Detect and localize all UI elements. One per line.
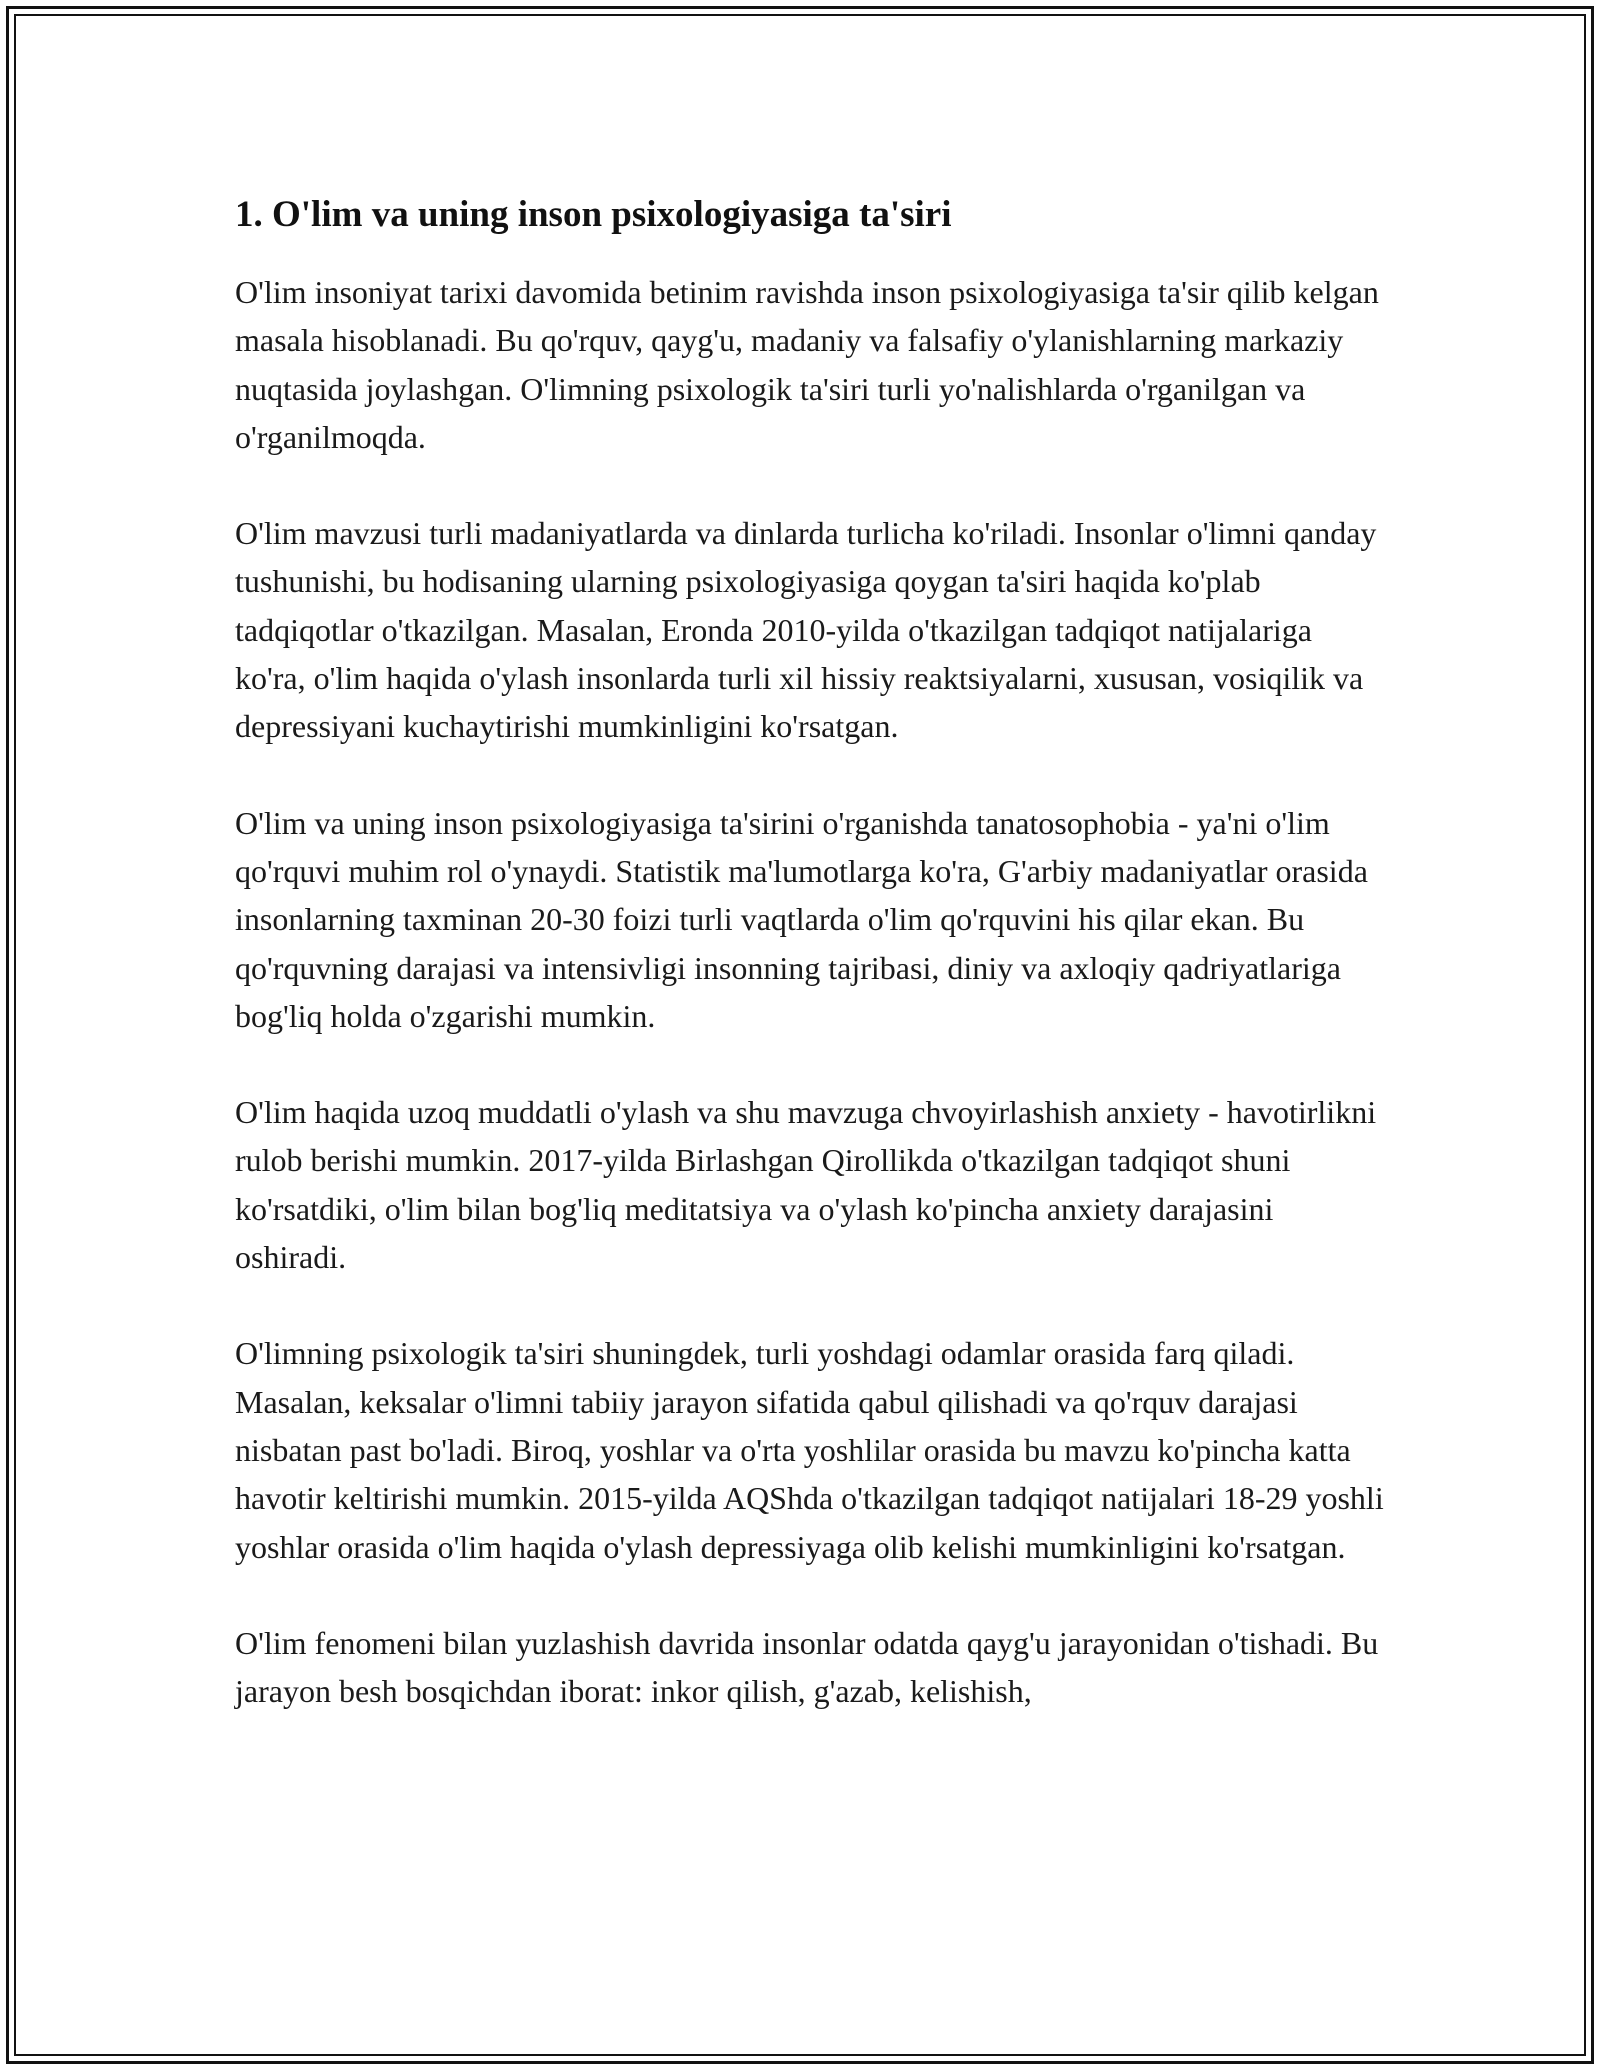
paragraph-4: O'lim haqida uzoq muddatli o'ylash va shu mavzuga chvoyirlashish anxiety - havotirlikni rulob berishi mumkin. 2017-yilda Birlashgan Qirollikda o'tkazilgan tadqiqot shuni ko'rsatdiki, o'lim bilan bog'liq meditatsiya va o'ylash ko'pincha anxiety darajasini oshiradi. [235,1094,1377,1276]
document-body [235,186,1385,1763]
paragraph-3: O'lim va uning inson psixologiyasiga ta'sirini o'rganishda tanatosophobia - ya'ni o'lim qo'rquvi muhim rol o'ynaydi. Statistik ma'lumotlarga ko'ra, G'arbiy madaniyatlar orasida insonlarning taxminan 20-30 foizi turli vaqtlarda o'lim qo'rquvini his qilar ekan. Bu qo'rquvning darajasi va intensivligi insonning tajribasi, diniy va axloqiy qadriyatlariga bog'liq holda o'zgarishi mumkin. [235,804,1368,1034]
section-heading: 1. O'lim va uning inson psixologiyasiga ta'siri [235,194,952,235]
paragraph-2: O'lim mavzusi turli madaniyatlarda va dinlarda turlicha ko'riladi. Insonlar o'limni qanday tushunishi, bu hodisaning ularning psixologiyasiga qoygan ta'siri haqida ko'plab tadqiqotlar o'tkazilgan. Masalan, Eronda 2010-yilda o'tkazilgan tadqiqot natijalariga ko'ra, o'lim haqida o'ylash insonlarda turli xil hissiy reaktsiyalarni, xususan, vosiqilik va depressiyani kuchaytirishi mumkinligini ko'rsatgan. [235,515,1377,745]
paragraph-6: O'lim fenomeni bilan yuzlashish davrida insonlar odatda qayg'u jarayonidan o'tishadi. Bu jarayon besh bosqichdan iborat: inkor qilish, g'azab, kelishish, [235,1624,1379,1710]
paragraph-1: O'lim insoniyat tarixi davomida betinim ravishda inson psixologiyasiga ta'sir qilib kelgan masala hisoblanadi. Bu qo'rquv, qayg'u, madaniy va falsafiy o'ylanishlarning markaziy nuqtasida joylashgan. O'limning psixologik ta'siri turli yo'nalishlarda o'rganilgan va o'rganilmoqda. [235,274,1379,455]
paragraph-5: O'limning psixologik ta'siri shuningdek, turli yoshdagi odamlar orasida farq qiladi. Masalan, keksalar o'limni tabiiy jarayon sifatida qabul qilishadi va qo'rquv darajasi nisbatan past bo'ladi. Biroq, yoshlar va o'rta yoshlilar orasida bu mavzu ko'pincha katta havotir keltirishi mumkin. 2015-yilda AQShda o'tkazilgan tadqiqot natijalari 18-29 yoshli yoshlar orasida o'lim haqida o'ylash depressiyaga olib kelishi mumkinligini ko'rsatgan. [235,1335,1384,1565]
